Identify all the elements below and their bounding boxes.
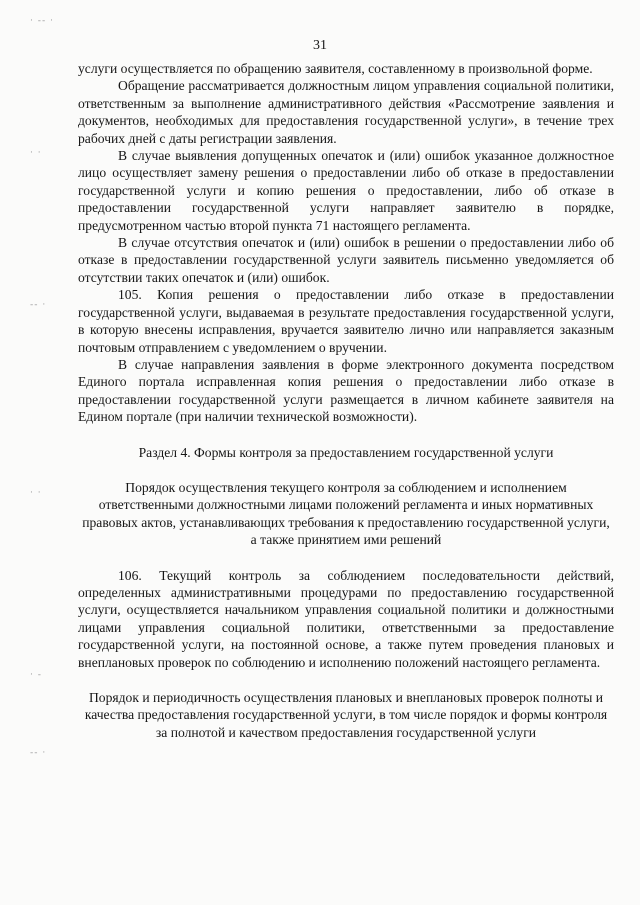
paragraph: Обращение рассматривается должностным лицом управления социальной политики, ответственным за выполнение административного действия «Рассмотрение заявления и документов, необходимых для предоставления государственной услуги», в течение трех рабочих дней с даты регистрации заявления. <box>78 78 614 146</box>
scan-artifact: · · <box>30 148 42 158</box>
subheading-inspections: Порядок и периодичность осуществления плановых и внеплановых проверок полноты и качества предоставления государственной услуги, в том числе порядок и формы контроля за полнотой и качеством предоставления государственной услуги <box>84 690 608 740</box>
paragraph-106: 106. Текущий контроль за соблюдением последовательности действий, определенных административными процедурами по предоставлению государственной услуги, осуществляется начальником управления социальной политики и должностными лицами управления социальной политики, ответственными за предоставление государственной услуги, на постоянной основе, а также путем проведения плановых и внеплановых проверок по соблюдению и исполнению положений настоящего регламента. <box>78 567 614 670</box>
subheading-current-control: Порядок осуществления текущего контроля за соблюдением и исполнением ответственными должностными лицами положений регламента и иных нормативных правовых актов, устанавливающих требования к предоставлению государственной услуги, а также принятием ими решений <box>82 479 610 548</box>
scan-artifact: · - <box>30 670 42 680</box>
paragraph: В случае отсутствия опечаток и (или) ошибок в решении о предоставлении либо об отказе в предоставлении государственной услуги заявитель письменно уведомляется об отсутствии таких опечаток и (или) ошибок. <box>78 235 614 285</box>
paragraph-continuation: услуги осуществляется по обращению заявителя, составленному в произвольной форме. <box>78 61 593 76</box>
paragraph: В случае выявления допущенных опечаток и (или) ошибок указанное должностное лицо осуществляет замену решения о предоставлении либо об отказе в предоставлении государственной услуги и копию решения о предоставлении, либо об отказе в предоставлении государственной услуги направляет заявителю в порядке, предусмотренном частью второй пункта 71 настоящего регламента. <box>78 148 614 233</box>
page-number: 31 <box>313 38 327 53</box>
scan-artifact: -- · <box>30 748 47 758</box>
document-body <box>78 60 614 741</box>
section-heading: Раздел 4. Формы контроля за предоставлением государственной услуги <box>138 444 554 460</box>
paragraph-105: 105. Копия решения о предоставлении либо отказе в предоставлении государственной услуги, выдаваемая в результате предоставления государственной услуги, в которую внесены исправления, вручается заявителю лично или направляется заказным почтовым отправлением с уведомлением о вручении. <box>78 287 614 355</box>
scan-artifact: · · <box>30 488 42 498</box>
scan-artifact: -- · <box>30 300 47 310</box>
paragraph: В случае направления заявления в форме электронного документа посредством Единого портала исправленная копия решения о предоставлении либо отказе в предоставлении государственной услуги размещается в личном кабинете заявителя на Едином портале (при наличии технической возможности). <box>78 356 614 425</box>
scan-artifact: · -- · <box>30 16 54 26</box>
